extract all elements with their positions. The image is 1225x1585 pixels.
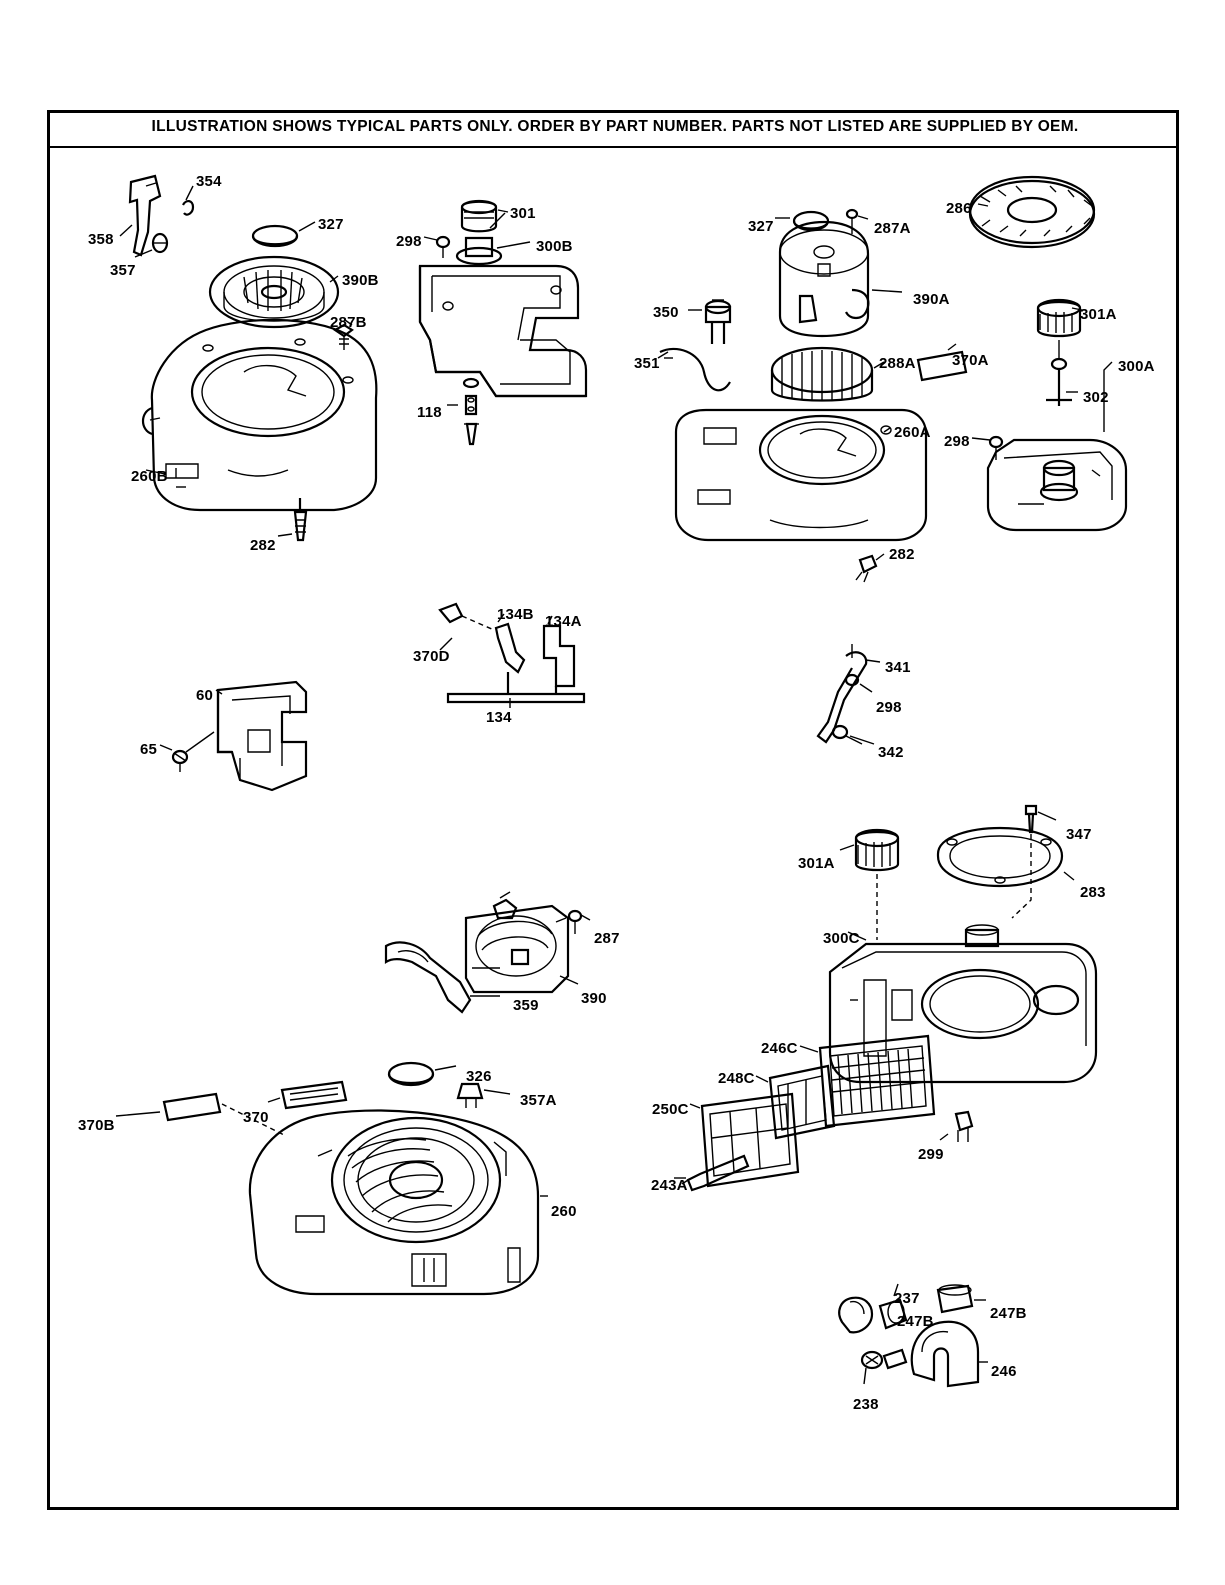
callout-300C: 300C bbox=[823, 930, 860, 947]
callout-300A: 300A bbox=[1118, 358, 1155, 375]
callout-287: 287 bbox=[594, 930, 620, 947]
callout-301A: 301A bbox=[1080, 306, 1117, 323]
header-note: ILLUSTRATION SHOWS TYPICAL PARTS ONLY. ORDER BY PART NUMBER. PARTS NOT LISTED ARE SUPPLIED BY OEM. bbox=[151, 118, 1079, 135]
callout-247B-b: 247B bbox=[990, 1305, 1027, 1322]
callout-358: 358 bbox=[88, 231, 114, 248]
callout-287B: 287B bbox=[330, 314, 367, 331]
callout-390A: 390A bbox=[913, 291, 950, 308]
callout-299: 299 bbox=[918, 1146, 944, 1163]
callout-247B-a: 247B bbox=[897, 1313, 934, 1330]
callout-298-a: 298 bbox=[396, 233, 422, 250]
callout-370D: 370D bbox=[413, 648, 450, 665]
callout-250C: 250C bbox=[652, 1101, 689, 1118]
callout-286: 286 bbox=[946, 200, 972, 217]
callout-350: 350 bbox=[653, 304, 679, 321]
callout-282-b: 282 bbox=[889, 546, 915, 563]
callout-351: 351 bbox=[634, 355, 660, 372]
callout-390B: 390B bbox=[342, 272, 379, 289]
callout-342: 342 bbox=[878, 744, 904, 761]
callout-65: 65 bbox=[140, 741, 158, 758]
callout-134A: 134A bbox=[545, 613, 582, 630]
callout-327-a: 327 bbox=[318, 216, 344, 233]
callout-341: 341 bbox=[885, 659, 911, 676]
callout-118: 118 bbox=[417, 404, 442, 421]
callout-283: 283 bbox=[1080, 884, 1106, 901]
callout-288A: 288A bbox=[879, 355, 916, 372]
callout-370B: 370B bbox=[78, 1117, 115, 1134]
callout-301A-b: 301A bbox=[798, 855, 835, 872]
callout-359: 359 bbox=[513, 997, 539, 1014]
callout-260B: 260B bbox=[131, 468, 168, 485]
callout-287A: 287A bbox=[874, 220, 911, 237]
callout-357: 357 bbox=[110, 262, 136, 279]
callout-357A: 357A bbox=[520, 1092, 557, 1109]
callout-298-c: 298 bbox=[876, 699, 902, 716]
callout-326: 326 bbox=[466, 1068, 492, 1085]
callout-370: 370 bbox=[243, 1109, 269, 1126]
callout-246C: 246C bbox=[761, 1040, 798, 1057]
callout-248C: 248C bbox=[718, 1070, 755, 1087]
callout-282-a: 282 bbox=[250, 537, 276, 554]
callout-243A: 243A bbox=[651, 1177, 688, 1194]
callout-301: 301 bbox=[510, 205, 536, 222]
callout-60: 60 bbox=[196, 687, 214, 704]
callout-237: 237 bbox=[894, 1290, 920, 1307]
callout-260: 260 bbox=[551, 1203, 577, 1220]
callout-370A: 370A bbox=[952, 352, 989, 369]
callout-354: 354 bbox=[196, 173, 222, 190]
callout-238: 238 bbox=[853, 1396, 879, 1413]
callout-347: 347 bbox=[1066, 826, 1092, 843]
callout-260A: 260A bbox=[894, 424, 931, 441]
callout-300B: 300B bbox=[536, 238, 573, 255]
callout-246: 246 bbox=[991, 1363, 1017, 1380]
callout-134B: 134B bbox=[497, 606, 534, 623]
callout-390: 390 bbox=[581, 990, 607, 1007]
callout-302: 302 bbox=[1083, 389, 1109, 406]
callout-327-b: 327 bbox=[748, 218, 774, 235]
callout-298-b: 298 bbox=[944, 433, 970, 450]
callout-134: 134 bbox=[486, 709, 512, 726]
